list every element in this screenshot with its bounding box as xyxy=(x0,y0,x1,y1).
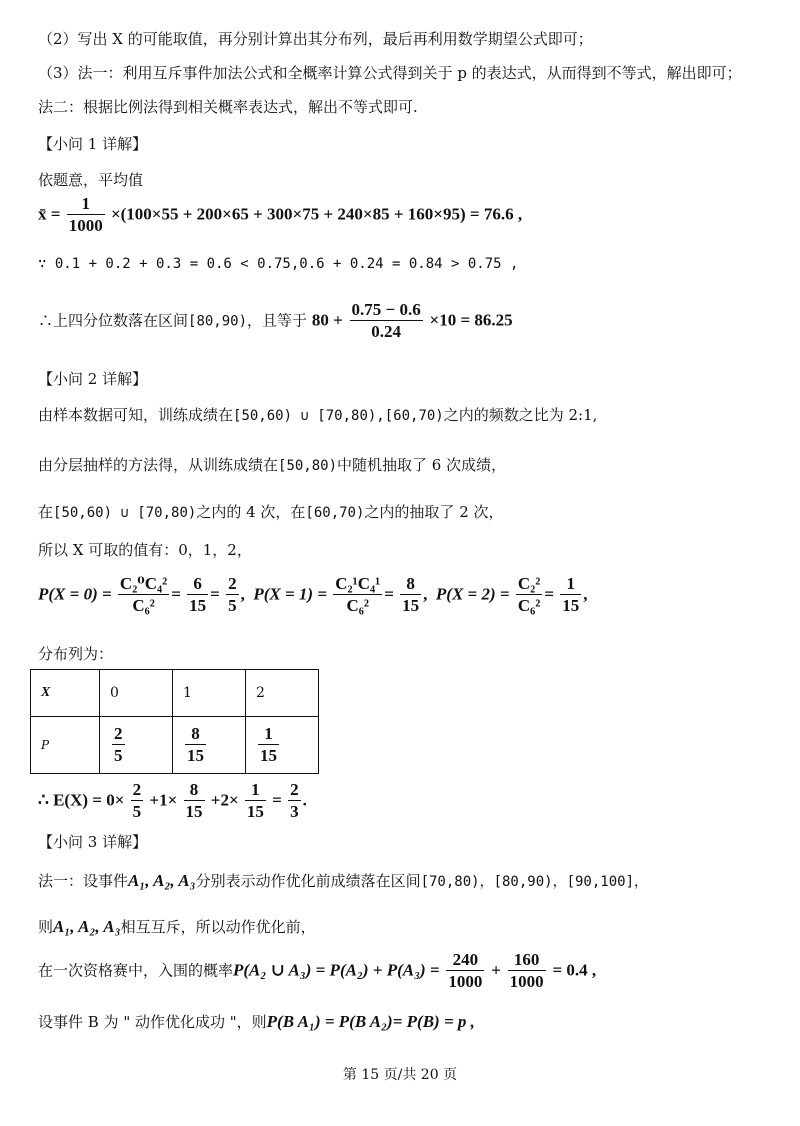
line-4: 依题意，平均值 xyxy=(38,171,144,189)
mean-prefix: x̄ = xyxy=(38,204,61,224)
table-cell: X xyxy=(31,670,100,717)
line-14: 在一次资格赛中，入围的概率P(A₂ ∪ A₃) = P(A₂) + P(A₃) = $\frac{240}{1000}$ + $\frac{160}{1000}$ = 0.4 , xyxy=(38,950,597,991)
line-9: 在[50,60) ∪ [70,80)之内的 4 次，在[60,70)之内的抽取了 2 次， xyxy=(38,503,504,521)
expectation-line: ∴ E(X) = 0× $\frac{2}{5}$ +1× $\frac{8}{15}$ +2× $\frac{1}{15}$ = $\frac{2}{3}$ . xyxy=(38,780,307,821)
page-footer: 第 15 页/共 20 页 xyxy=(342,1067,458,1083)
line-2: （3）法一：利用互斥事件加法公式和全概率计算公式得到关于 p 的表达式，从而得到不等式，解出即可； xyxy=(38,64,742,82)
probability-line: P(X = 0) = $\frac{\text{C₂⁰C₄²}}{\text{C₆²}}$ = $\frac{6}{15}$ = $\frac{2}{5}$ , P(X = 1) = $\frac{\text{C₂¹C₄¹}}{\text{C₆²}}$ = $\frac{8}{15}$ , P(X = 2) = $\frac{\text{C₂²}}{\text{C₆²}}$ = $\frac{1}{15}$ , xyxy=(38,574,588,615)
line-1: （2）写出 X 的可能取值，再分别计算出其分布列，最后再利用数学期望公式即可； xyxy=(38,30,593,48)
line-5: ∵ 0.1 + 0.2 + 0.3 = 0.6 < 0.75,0.6 + 0.24 = 0.84 > 0.75 , xyxy=(38,256,519,272)
quartile-fraction: $\frac{0.75 - 0.6}{0.24}$ xyxy=(351,300,421,341)
line-10: 所以 X 可取的值有：0，1，2， xyxy=(38,541,252,559)
line-7: 由样本数据可知，训练成绩在[50,60) ∪ [70,80),[60,70)之内的频数之比为 2:1, xyxy=(38,406,598,424)
table-row xyxy=(31,717,319,774)
table-cell: 1 xyxy=(173,670,246,717)
table-row xyxy=(31,670,319,717)
line-6: ∴上四分位数落在区间[80,90)，且等于 80 + $\frac{0.75 - 0.6}{0.24}$ ×10 = 86.25 xyxy=(38,300,513,341)
line-8: 由分层抽样的方法得，从训练成绩在[50,80)中随机抽取了 6 次成绩， xyxy=(38,456,507,474)
section-heading-2: 【小问 2 详解】 xyxy=(38,370,148,388)
line-15: 设事件 B 为 " 动作优化成功 "，则P(B A₁) = P(B A₂)= P(B) = p , xyxy=(38,1012,475,1031)
mean-formula xyxy=(38,194,522,237)
table-cell: $\frac{2}{5}$ xyxy=(100,717,173,774)
table-cell: 2 xyxy=(246,670,319,717)
table-cell: $\frac{1}{15}$ xyxy=(246,717,319,774)
line-12: 法一：设事件A₁, A₂, A₃分别表示动作优化前成绩落在区间[70,80)，[80,90)，[90,100]， xyxy=(38,871,649,890)
section-heading-3: 【小问 3 详解】 xyxy=(38,833,148,851)
line-13: 则A₁, A₂, A₃相互互斥，所以动作优化前， xyxy=(38,917,316,936)
mean-rest: ×(100×55 + 200×65 + 300×75 + 240×85 + 160×95) = 76.6 , xyxy=(110,204,523,224)
line-3: 法二：根据比例法得到相关概率表达式，解出不等式即可. xyxy=(38,98,418,116)
table-cell: P xyxy=(31,717,100,774)
table-cell: 0 xyxy=(100,670,173,717)
table-cell: $\frac{8}{15}$ xyxy=(173,717,246,774)
mean-fraction: $\frac{1}{1000}$ xyxy=(68,194,103,235)
line-11: 分布列为： xyxy=(38,645,114,663)
distribution-table xyxy=(30,669,319,774)
section-heading-1: 【小问 1 详解】 xyxy=(38,135,148,153)
